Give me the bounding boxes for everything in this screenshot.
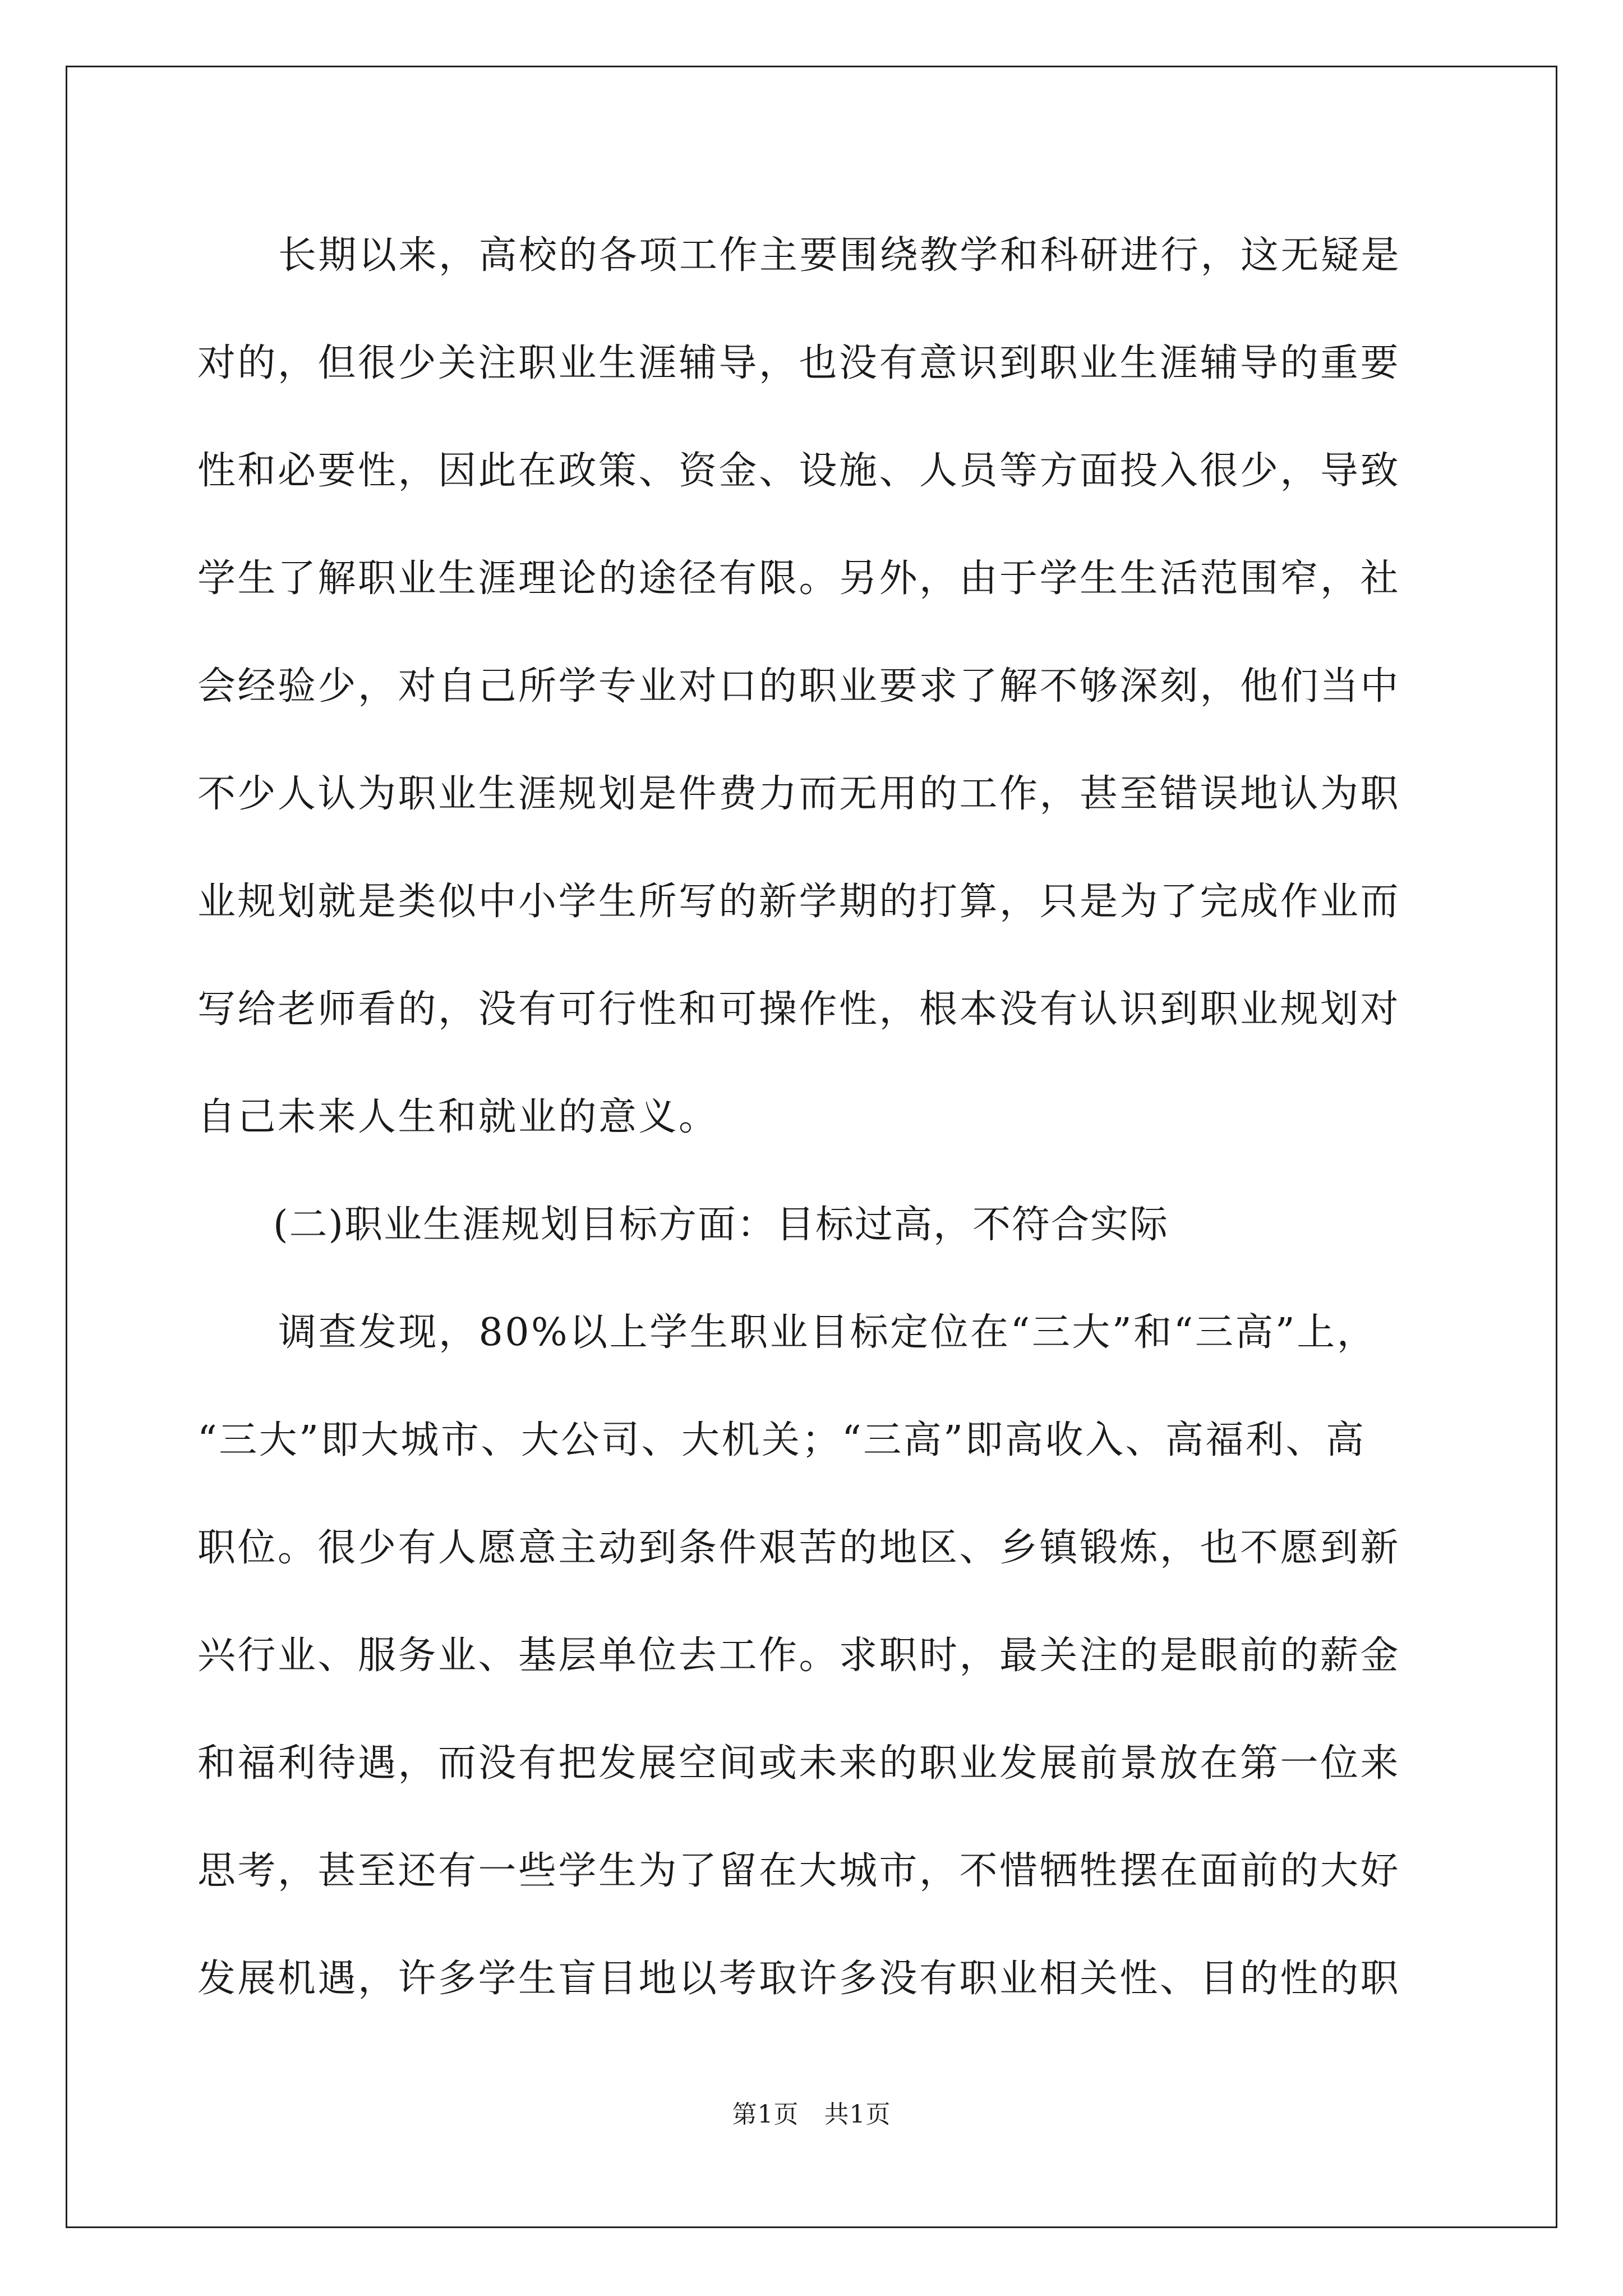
paragraph-2-line-7: 发展机遇，许多学生盲目地以考取许多没有职业相关性、目的性的职 — [197, 1957, 1401, 2001]
paragraph-1-line-1: 长期以来，高校的各项工作主要围绕教学和科研进行，这无疑是 — [278, 233, 1401, 278]
paragraph-1-line-7: 业规划就是类似中小学生所写的新学期的打算，只是为了完成作业而 — [197, 880, 1401, 924]
paragraph-1-line-5: 会经验少，对自己所学专业对口的职业要求了解不够深刻，他们当中 — [197, 664, 1401, 708]
page-number-footer: 第1页 共1页 — [732, 2100, 891, 2129]
section-heading: (二)职业生涯规划目标方面：目标过高，不符合实际 — [273, 1203, 1169, 1247]
paragraph-1-line-4: 学生了解职业生涯理论的途径有限。另外，由于学生生活范围窄，社 — [197, 556, 1401, 601]
document-body — [197, 202, 1431, 2033]
paragraph-2-line-4: 兴行业、服务业、基层单位去工作。求职时，最关注的是眼前的薪金 — [197, 1634, 1401, 1678]
paragraph-2-line-3: 职位。很少有人愿意主动到条件艰苦的地区、乡镇锻炼，也不愿到新 — [197, 1526, 1401, 1570]
paragraph-2-line-5: 和福利待遇，而没有把发展空间或未来的职业发展前景放在第一位来 — [197, 1741, 1401, 1786]
paragraph-2-line-2: “三大”即大城市、大公司、大机关；“三高”即高收入、高福利、高 — [197, 1418, 1366, 1462]
paragraph-1-line-9: 自己未来人生和就业的意义。 — [197, 1095, 719, 1139]
paragraph-1-line-2: 对的，但很少关注职业生涯辅导，也没有意识到职业生涯辅导的重要 — [197, 341, 1401, 385]
paragraph-2-line-6: 思考，甚至还有一些学生为了留在大城市，不惜牺牲摆在面前的大好 — [197, 1849, 1401, 1893]
paragraph-1-line-3: 性和必要性，因此在政策、资金、设施、人员等方面投入很少，导致 — [197, 449, 1401, 493]
paragraph-1-line-6: 不少人认为职业生涯规划是件费力而无用的工作，甚至错误地认为职 — [197, 772, 1401, 816]
paragraph-2-line-1: 调查发现，80%以上学生职业目标定位在“三大”和“三高”上， — [278, 1310, 1377, 1355]
paragraph-1-line-8: 写给老师看的，没有可行性和可操作性，根本没有认识到职业规划对 — [197, 987, 1401, 1032]
